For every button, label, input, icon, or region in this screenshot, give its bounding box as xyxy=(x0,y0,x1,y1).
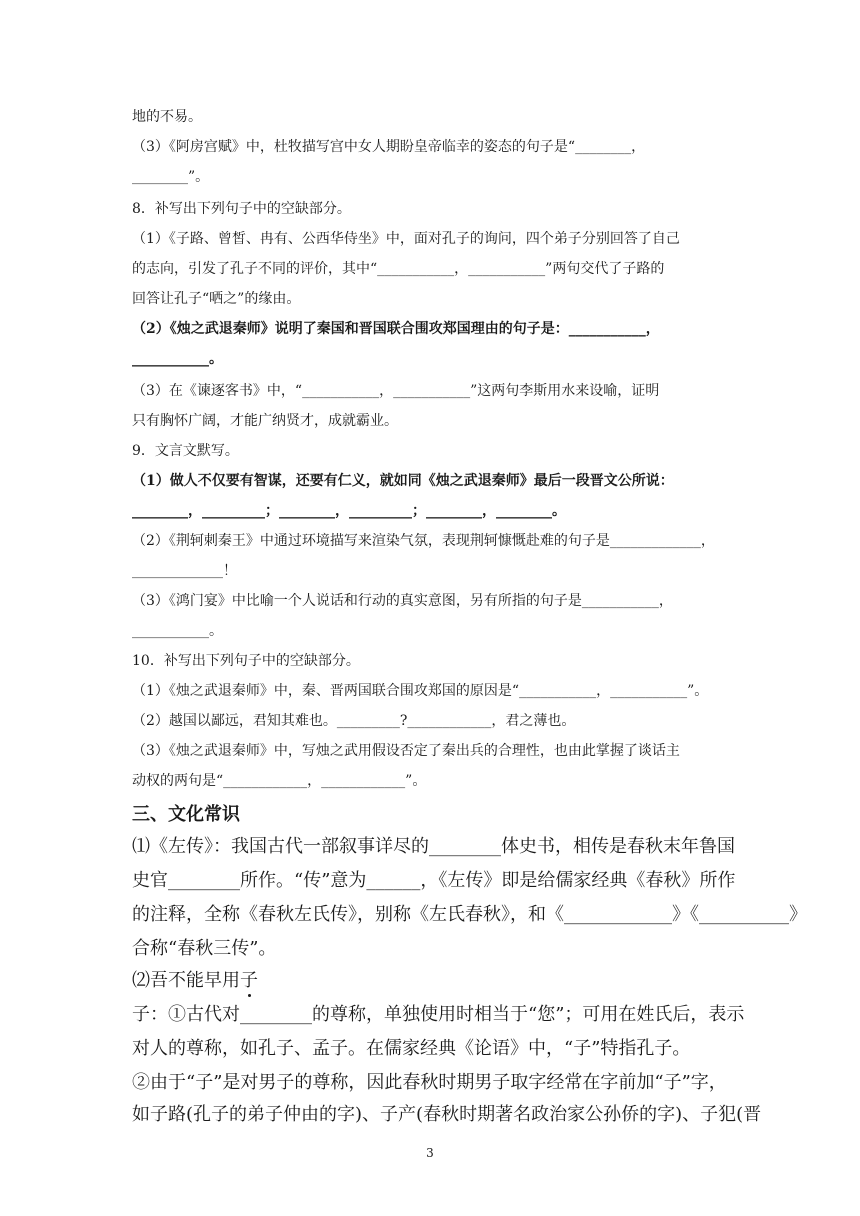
question-heading: 8．补写出下列句子中的空缺部分。 xyxy=(132,201,351,217)
text-line: （1）《子路、曾皙、冉有、公西华侍坐》中，面对孔子的询问，四个弟子分别回答了自己 xyxy=(132,231,680,247)
question-heading: 10．补写出下列句子中的空缺部分。 xyxy=(132,653,360,669)
page-number: 3 xyxy=(426,1146,434,1160)
text-line: ⑴《左传》：我国古代一部叙事详尽的________体史书，相传是春秋末年鲁国 xyxy=(132,836,735,857)
text-line: 回答让孔子“哂之”的缘由。 xyxy=(132,291,301,307)
text-line: 史官________所作。“传”意为______，《左传》即是给儒家经典《春秋》所作 xyxy=(132,870,736,891)
text-line: （3）《鸿门宴》中比喻一个人说话和行动的真实意图，另有所指的句子是___________， xyxy=(132,593,673,609)
text-line-bold: ___________。 xyxy=(132,351,223,367)
text-line: （3）在《谏逐客书》中，“___________，___________”这两句李斯用水来设喻，证明 xyxy=(132,383,660,399)
text-line: （2）《荆轲刺秦王》中通过环境描写来渲染气氛，表现荆轲慷慨赴难的句子是_____________， xyxy=(132,533,715,549)
text-line: 如子路(孔子的弟子仲由的字)、子产(春秋时期著名政治家公孙侨的字)、子犯(晋 xyxy=(132,1104,762,1125)
text-line: （3）《阿房宫赋》中，杜牧描写宫中女人期盼皇帝临幸的姿态的句子是“________， xyxy=(132,139,646,155)
text-line: （1）《烛之武退秦师》中，秦、晋两国联合围攻郑国的原因是“___________，___________”。 xyxy=(132,683,709,699)
emphasis-char: 子 xyxy=(240,970,258,991)
text-line: ②由于“子”是对男子的尊称，因此春秋时期男子取字经常在字前加“子”字， xyxy=(132,1072,727,1093)
text-line: 的志向，引发了孔子不同的评价，其中“___________，___________”两句交代了子路的 xyxy=(132,261,665,277)
text-segment: ⑵吾不能早用 xyxy=(132,970,240,991)
text-line: 地的不易。 xyxy=(132,109,202,125)
text-line xyxy=(132,966,258,992)
question-heading: 9．文言文默写。 xyxy=(132,443,239,459)
text-line: （3）《烛之武退秦师》中，写烛之武用假设否定了秦出兵的合理性，也由此掌握了谈话主 xyxy=(132,743,680,759)
text-line: ___________。 xyxy=(132,623,223,639)
text-line: 对人的尊称，如孔子、孟子。在儒家经典《论语》中，“子”特指孔子。 xyxy=(132,1038,691,1059)
text-line: _____________！ xyxy=(132,563,237,579)
text-line: 动权的两句是“____________，____________”。 xyxy=(132,773,427,789)
text-line: （2）越国以鄙远，君知其难也。_________?____________，君之薄也。 xyxy=(132,713,576,729)
text-line-bold: ________，_________；________，_________；________，________。 xyxy=(132,503,566,519)
text-line: 只有胸怀广阔，才能广纳贤才，成就霸业。 xyxy=(132,413,398,429)
section-heading: 三、文化常识 xyxy=(132,804,240,825)
text-line: ________”。 xyxy=(132,169,210,185)
text-line: 合称“春秋三传”。 xyxy=(132,938,277,959)
text-line-bold: （1）做人不仅要有智谋，还要有仁义，就如同《烛之武退秦师》最后一段晋文公所说： xyxy=(132,473,674,489)
text-line: 的注释，全称《春秋左氏传》，别称《左氏春秋》，和《____________》《__________》 xyxy=(132,904,807,925)
text-line-bold: （2）《烛之武退秦师》说明了秦国和晋国联合围攻郑国理由的句子是：___________， xyxy=(132,321,660,337)
text-line: 子：①古代对________的尊称，单独使用时相当于“您”；可用在姓氏后，表示 xyxy=(132,1004,745,1025)
